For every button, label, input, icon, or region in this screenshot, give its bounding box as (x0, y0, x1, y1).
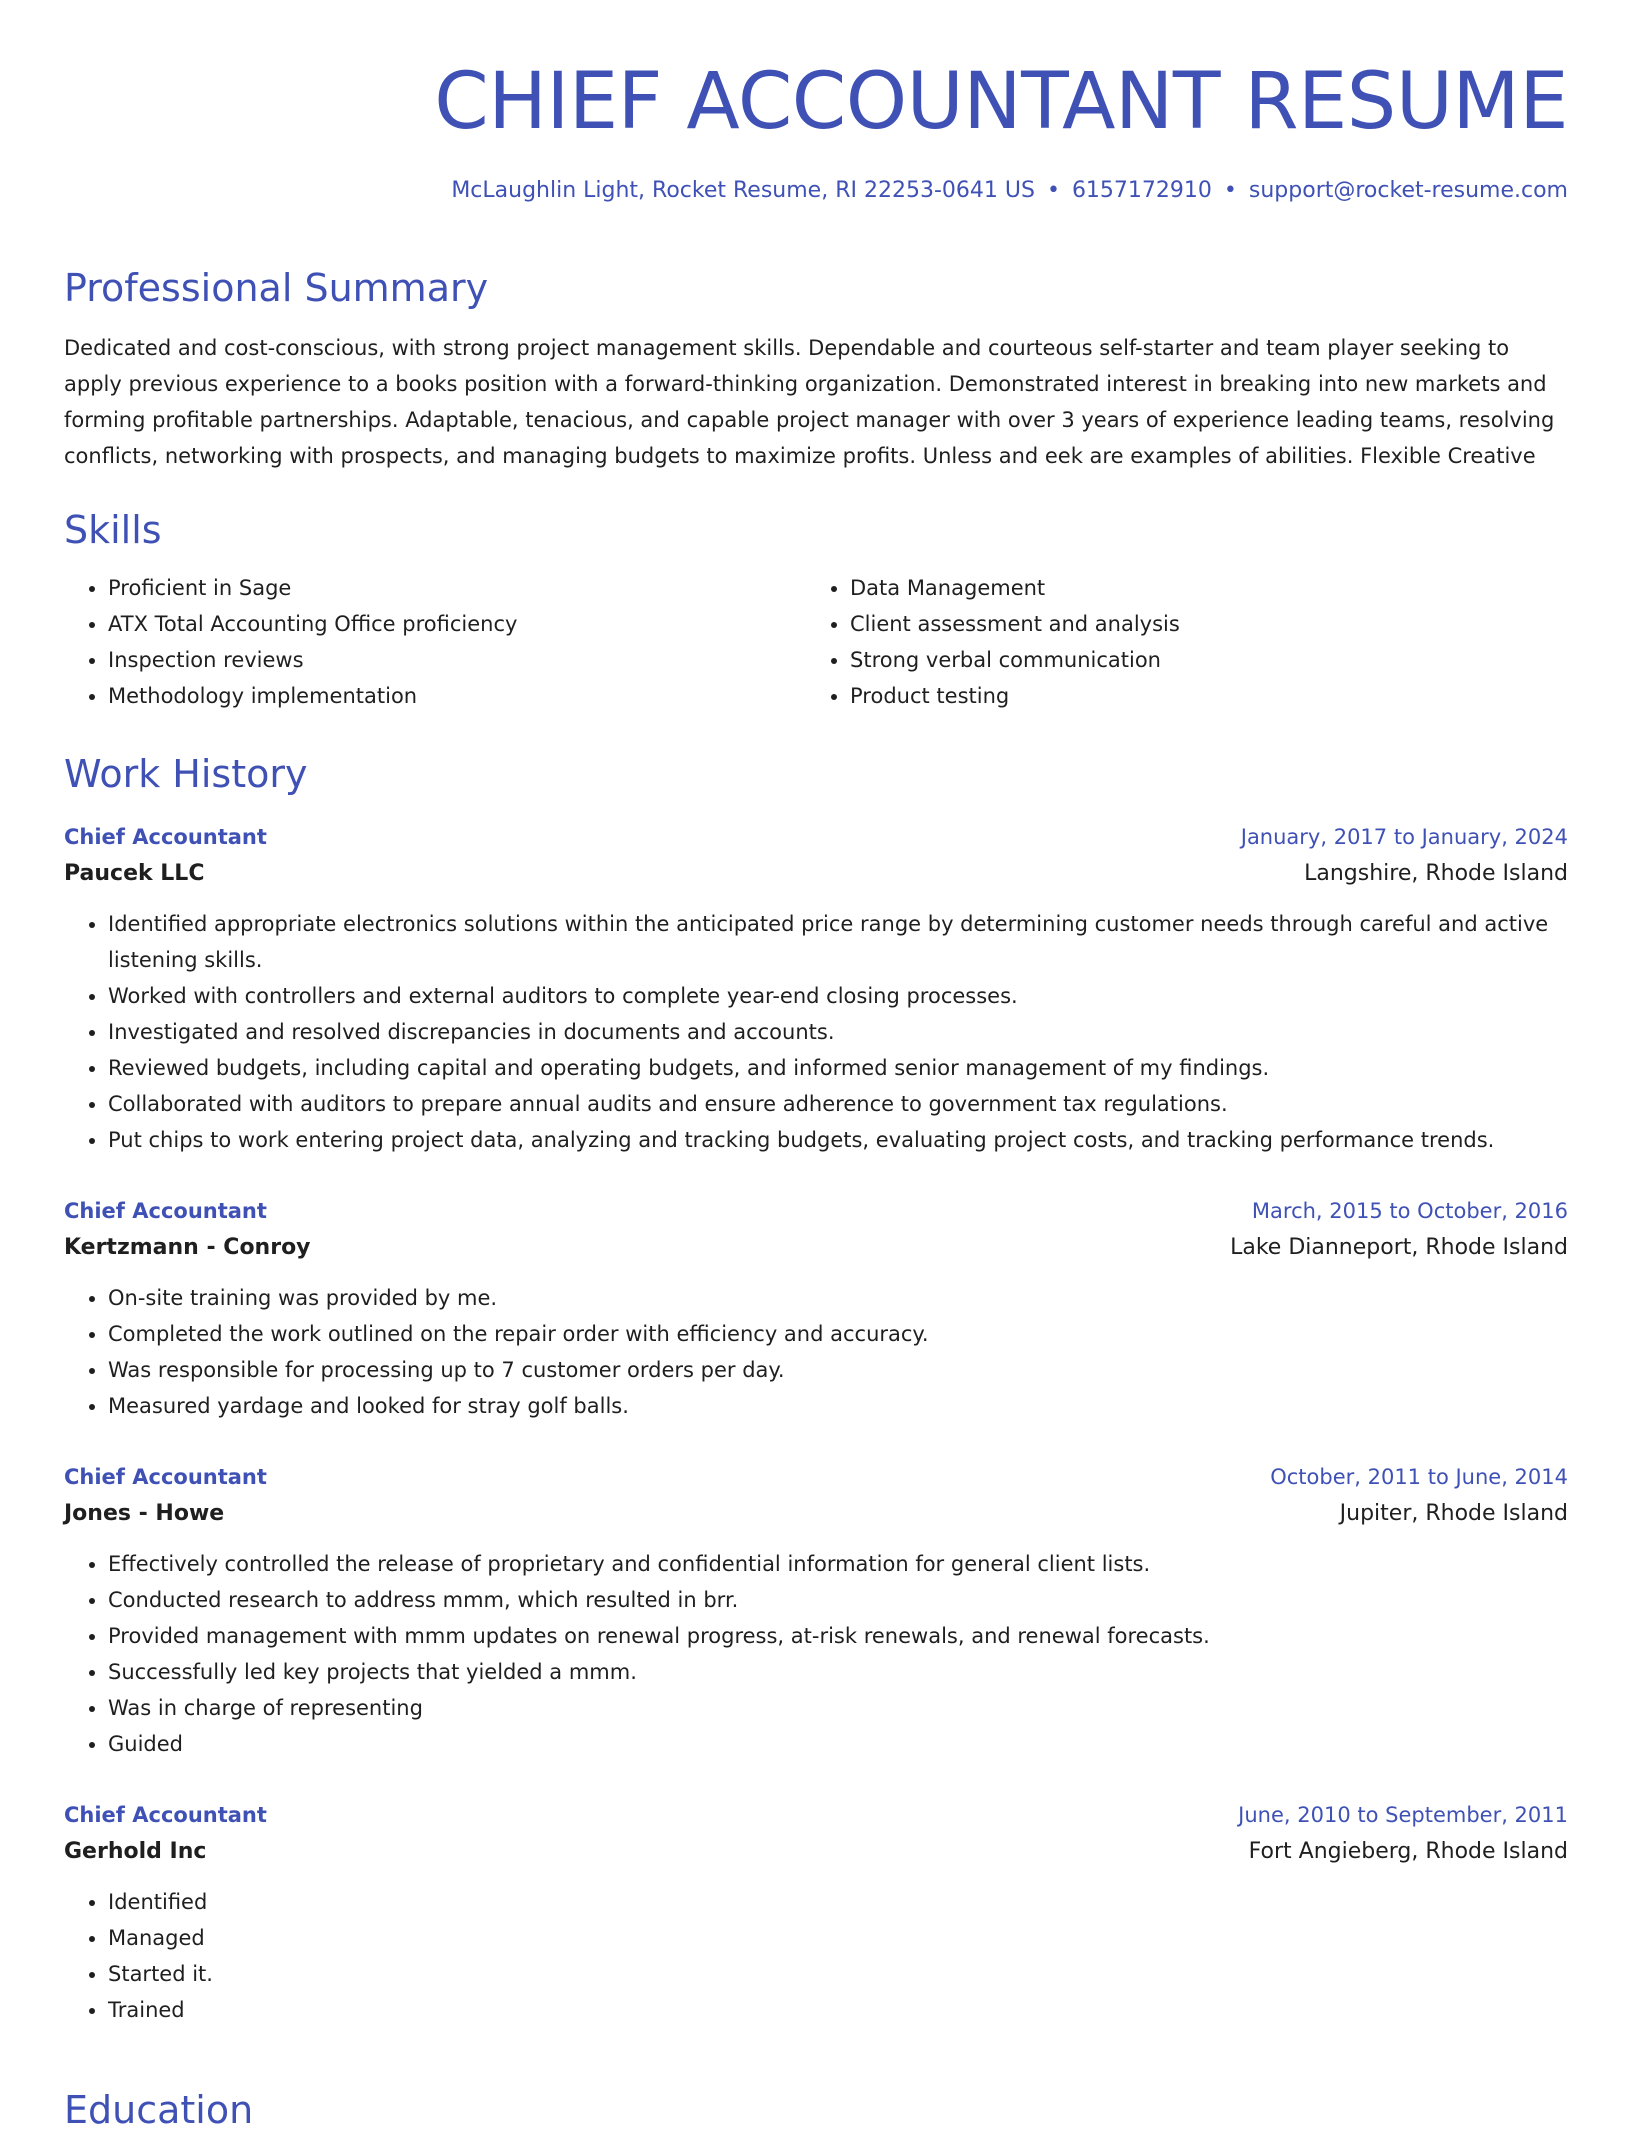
work-history-section (64, 750, 1568, 2028)
contact-separator: • (1223, 178, 1237, 203)
resume-title: CHIEF ACCOUNTANT RESUME (434, 57, 1568, 147)
job-location: Jupiter, Rhode Island (1339, 1501, 1568, 1526)
job-bullets (64, 906, 1568, 1158)
job-bullet: • Investigated and resolved discrepancies in documents and accounts. (108, 1014, 1568, 1050)
skill-item: • ATX Total Accounting Office proficiency (108, 606, 806, 642)
resume-page (64, 0, 1568, 2132)
job-header-row (64, 1194, 1568, 1228)
job-company: Jones - Howe (64, 1501, 225, 1526)
professional-summary-section (64, 264, 1568, 474)
job-bullets (64, 1546, 1568, 1762)
education-section (64, 2086, 1568, 2134)
job-entry (64, 1194, 1568, 1424)
contact-phone: 6157172910 (1071, 178, 1212, 203)
job-bullet: • Was responsible for processing up to 7 customer orders per day. (108, 1352, 1568, 1388)
job-bullet: • Conducted research to address mmm, which resulted in brr. (108, 1582, 1568, 1618)
job-company: Paucek LLC (64, 861, 205, 886)
job-bullet: • Started it. (108, 1956, 1568, 1992)
job-location: Fort Angieberg, Rhode Island (1248, 1839, 1568, 1864)
job-bullets (64, 1280, 1568, 1424)
job-title: Chief Accountant (64, 825, 267, 849)
job-title: Chief Accountant (64, 1803, 267, 1827)
skills-column-right (806, 570, 1548, 714)
job-company-row (64, 1832, 1568, 1872)
job-bullet: • Trained (108, 1992, 1568, 2028)
contact-line (64, 176, 1568, 206)
job-bullet: • Measured yardage and looked for stray golf balls. (108, 1388, 1568, 1424)
job-bullet: • Put chips to work entering project data, analyzing and tracking budgets, evaluating project costs, and tracking performance trends. (108, 1122, 1568, 1158)
skill-item: • Client assessment and analysis (850, 606, 1548, 642)
skill-item: • Product testing (850, 678, 1548, 714)
job-location: Langshire, Rhode Island (1304, 861, 1568, 886)
job-bullet: • On-site training was provided by me. (108, 1280, 1568, 1316)
job-bullet: • Provided management with mmm updates on renewal progress, at-risk renewals, and renewal forecasts. (108, 1618, 1568, 1654)
job-dates: March, 2015 to October, 2016 (1251, 1199, 1568, 1223)
contact-separator: • (1046, 178, 1060, 203)
job-dates: June, 2010 to September, 2011 (1238, 1803, 1568, 1827)
job-bullet: • Managed (108, 1920, 1568, 1956)
job-bullet: • Worked with controllers and external auditors to complete year-end closing processes. (108, 978, 1568, 1014)
job-bullet: • Was in charge of representing (108, 1690, 1568, 1726)
contact-address: McLaughlin Light, Rocket Resume, RI 22253-0641 US (451, 178, 1035, 203)
job-company-row (64, 854, 1568, 894)
job-header-row (64, 820, 1568, 854)
job-bullet: • Successfully led key projects that yielded a mmm. (108, 1654, 1568, 1690)
section-heading: Education (64, 2088, 254, 2132)
job-bullet: • Identified appropriate electronics solutions within the anticipated price range by determining customer needs through careful and active listening skills. (108, 906, 1568, 978)
job-company: Gerhold Inc (64, 1839, 207, 1864)
job-entry (64, 820, 1568, 1158)
job-company: Kertzmann - Conroy (64, 1235, 311, 1260)
summary-paragraph: Dedicated and cost-conscious, with strong project management skills. Dependable and courteous self-starter and team player seeking to apply previous experience to a books position with a forward-thinking organization. Demonstrated interest in breaking into new markets and forming profitable partnerships. Adaptable, tenacious, and capable project manager with over 3 years of experience leading teams, resolving conflicts, networking with prospects, and managing budgets to maximize profits. Unless and eek are examples of abilities. Flexible Creative (64, 336, 1555, 468)
job-bullet: • Reviewed budgets, including capital and operating budgets, and informed senior management of my findings. (108, 1050, 1568, 1086)
job-title: Chief Accountant (64, 1199, 267, 1223)
job-entry (64, 1798, 1568, 2028)
skills-column-left (64, 570, 806, 714)
job-bullet: • Collaborated with auditors to prepare annual audits and ensure adherence to government tax regulations. (108, 1086, 1568, 1122)
job-company-row (64, 1228, 1568, 1268)
skills-grid (64, 570, 1568, 714)
job-bullet: • Effectively controlled the release of proprietary and confidential information for general client lists. (108, 1546, 1568, 1582)
section-heading: Skills (64, 508, 162, 552)
job-bullet: • Completed the work outlined on the repair order with efficiency and accuracy. (108, 1316, 1568, 1352)
skill-item: • Methodology implementation (108, 678, 806, 714)
contact-email: support@rocket-resume.com (1248, 178, 1568, 203)
section-heading: Professional Summary (64, 266, 489, 310)
job-title: Chief Accountant (64, 1465, 267, 1489)
job-bullet: • Guided (108, 1726, 1568, 1762)
job-dates: October, 2011 to June, 2014 (1270, 1465, 1568, 1489)
job-dates: January, 2017 to January, 2024 (1240, 825, 1568, 849)
job-company-row (64, 1494, 1568, 1534)
skill-item: • Strong verbal communication (850, 642, 1548, 678)
section-heading: Work History (64, 752, 308, 796)
job-bullet: • Identified (108, 1884, 1568, 1920)
skill-item: • Data Management (850, 570, 1548, 606)
job-bullets (64, 1884, 1568, 2028)
job-header-row (64, 1798, 1568, 1832)
skill-item: • Proficient in Sage (108, 570, 806, 606)
skills-section (64, 506, 1568, 714)
skill-item: • Inspection reviews (108, 642, 806, 678)
job-header-row (64, 1460, 1568, 1494)
job-location: Lake Dianneport, Rhode Island (1230, 1235, 1568, 1260)
job-entry (64, 1460, 1568, 1762)
